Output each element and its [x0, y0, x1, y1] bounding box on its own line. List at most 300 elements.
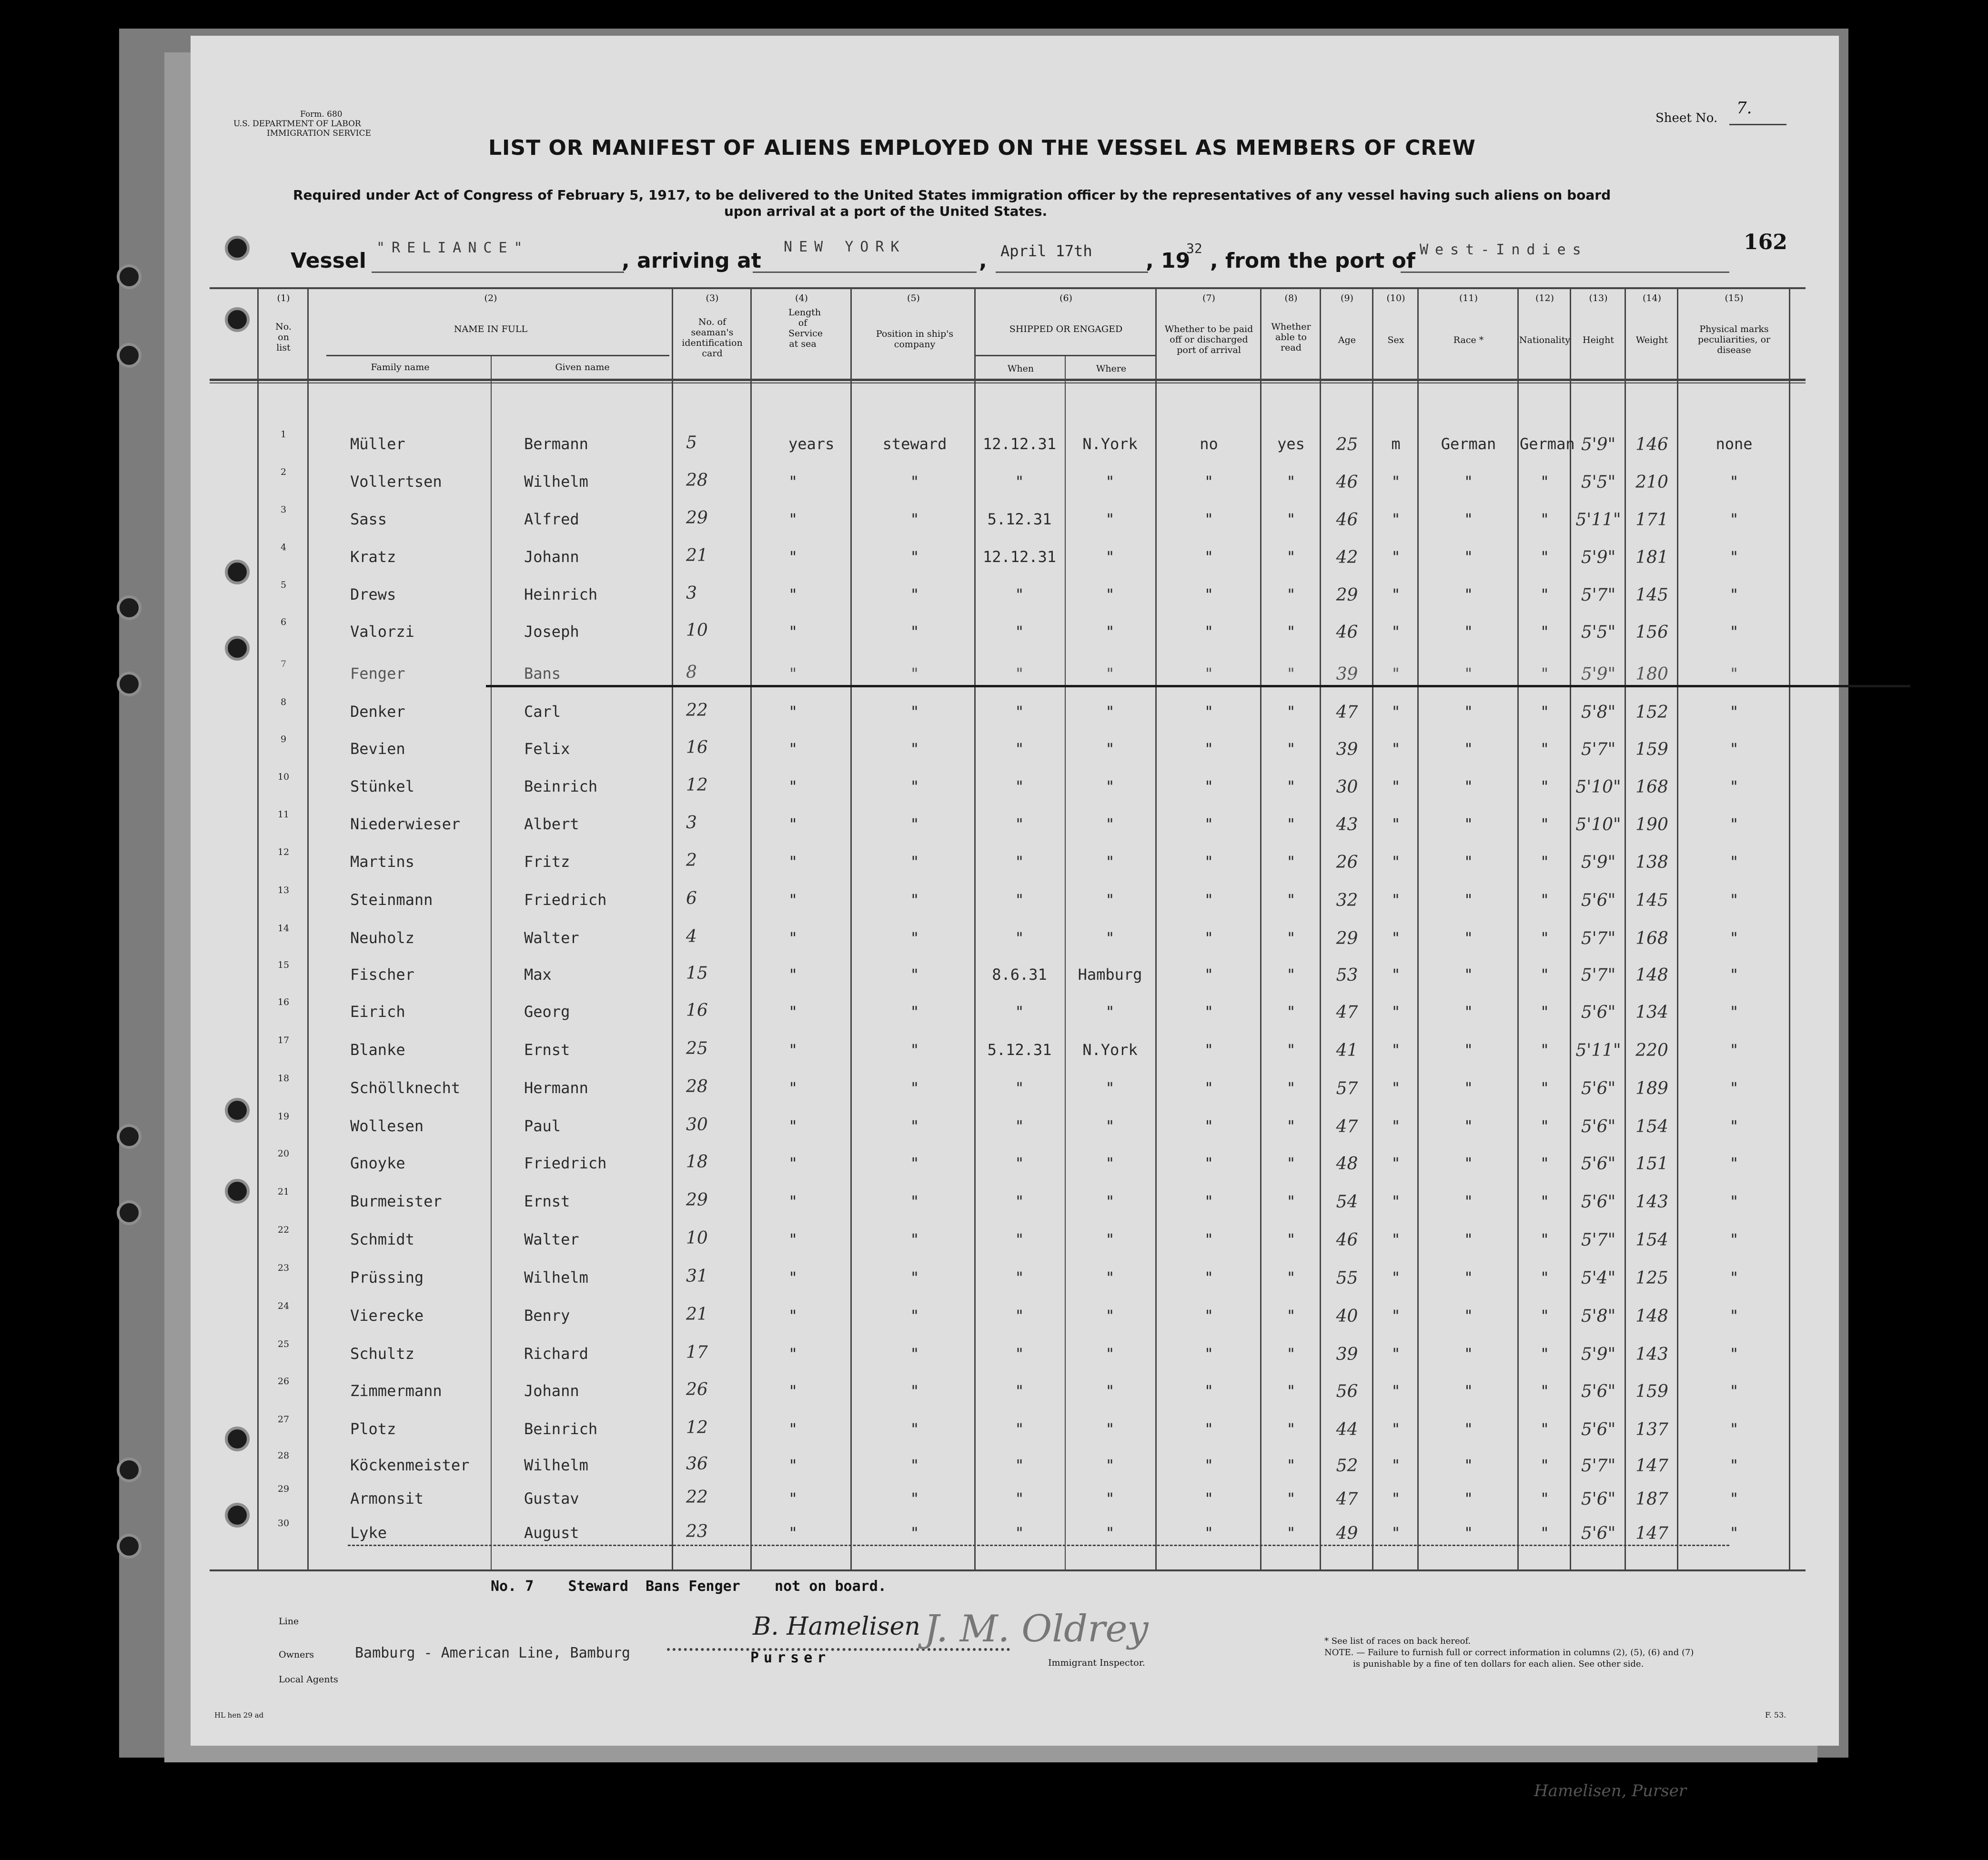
seaman-card-number: 12 [686, 775, 708, 795]
table-row [191, 1225, 1839, 1267]
race: " [1463, 1382, 1473, 1400]
physical-marks: " [1729, 1307, 1739, 1325]
physical-marks: " [1729, 1456, 1739, 1474]
seaman-card-number: 2 [686, 851, 697, 870]
col-9-number: (9) [1341, 293, 1353, 303]
shipped-when: " [1015, 1489, 1024, 1508]
line-label: Line [279, 1616, 299, 1627]
height: 5'5" [1581, 473, 1616, 492]
family-name: Schultz [350, 1345, 414, 1363]
seaman-card-number: 28 [686, 1077, 708, 1096]
family-name: Blanke [350, 1041, 405, 1059]
sex: " [1391, 1524, 1401, 1542]
shipped-when: " [1015, 853, 1024, 871]
paid-off: " [1204, 1524, 1214, 1542]
position: steward [882, 435, 947, 453]
height: 5'9" [1581, 664, 1616, 684]
table-row [191, 617, 1839, 660]
shipped-where: " [1105, 853, 1115, 871]
position: " [910, 548, 919, 566]
weight: 147 [1635, 1456, 1668, 1476]
weight: 159 [1635, 1382, 1668, 1401]
given-name: Gustav [524, 1489, 579, 1508]
physical-marks: " [1729, 1489, 1739, 1508]
table-row [191, 1518, 1839, 1561]
col-5-header: Position in ship's company [876, 329, 954, 350]
able-to-read: " [1286, 585, 1296, 603]
shipped-when: 5.12.31 [987, 510, 1052, 528]
seaman-card-number: 31 [686, 1267, 708, 1286]
length-of-service: " [788, 965, 798, 984]
col-13-header: Height [1583, 335, 1614, 345]
age: 32 [1336, 891, 1358, 910]
nationality: " [1540, 815, 1550, 833]
shipped-when: " [1015, 1192, 1024, 1210]
sex: " [1391, 1230, 1401, 1248]
row-number: 1 [280, 429, 287, 440]
col-5-number: (5) [907, 293, 920, 303]
physical-marks: " [1729, 1230, 1739, 1248]
length-of-service: " [788, 585, 798, 603]
from-port: West-Indies [1420, 241, 1588, 258]
table-row [191, 1148, 1839, 1191]
able-to-read: " [1286, 777, 1296, 795]
row-number: 20 [277, 1148, 290, 1159]
race: " [1463, 1456, 1473, 1474]
weight: 152 [1635, 703, 1668, 722]
age: 26 [1336, 853, 1358, 872]
shipped-when: " [1015, 664, 1024, 683]
nationality: " [1540, 853, 1550, 871]
nationality: " [1540, 1307, 1550, 1325]
table-row [191, 1339, 1839, 1382]
weight: 138 [1635, 853, 1668, 872]
height: 5'7" [1581, 929, 1616, 948]
race: " [1463, 1230, 1473, 1248]
col-12-header: Nationality [1519, 335, 1571, 345]
race: " [1463, 1345, 1473, 1363]
given-name: Friedrich [524, 891, 607, 909]
page-number: 162 [1744, 230, 1787, 254]
paid-off: " [1204, 1489, 1214, 1508]
race: " [1463, 510, 1473, 528]
table-row [191, 659, 1839, 702]
form-f-number: F. 53. [1765, 1710, 1786, 1719]
nationality: " [1540, 1268, 1550, 1287]
shipped-when: " [1015, 740, 1024, 758]
able-to-read: " [1286, 510, 1296, 528]
weight: 148 [1635, 1307, 1668, 1326]
sex: " [1391, 1192, 1401, 1210]
table-row [191, 923, 1839, 966]
given-name: Ernst [524, 1192, 570, 1210]
weight: 154 [1635, 1117, 1668, 1136]
nationality: " [1540, 777, 1550, 795]
paid-off: " [1204, 777, 1214, 795]
nationality: " [1540, 585, 1550, 603]
physical-marks: " [1729, 1003, 1739, 1021]
position: " [910, 965, 919, 984]
physical-marks: " [1729, 740, 1739, 758]
nationality: " [1540, 1524, 1550, 1542]
table-row [191, 847, 1839, 890]
family-name: Zimmermann [350, 1382, 442, 1400]
age: 25 [1336, 435, 1358, 454]
race: " [1463, 1003, 1473, 1021]
note-races: * See list of races on back hereof. [1324, 1636, 1471, 1646]
age: 57 [1336, 1079, 1358, 1098]
length-of-service: " [788, 1230, 798, 1248]
family-name: Vollertsen [350, 473, 442, 491]
given-name: Bermann [524, 435, 588, 453]
height: 5'6" [1581, 1192, 1616, 1212]
given-name: Benry [524, 1307, 570, 1325]
race: " [1463, 548, 1473, 566]
length-of-service: years [788, 435, 835, 453]
sex: " [1391, 1307, 1401, 1325]
family-name: Armonsit [350, 1489, 424, 1508]
weight: 190 [1635, 815, 1668, 834]
shipped-where: " [1105, 1307, 1115, 1325]
shipped-where: " [1105, 815, 1115, 833]
shipped-when: " [1015, 1230, 1024, 1248]
department-name: U.S. DEPARTMENT OF LABOR [233, 119, 361, 129]
sex: " [1391, 929, 1401, 947]
paid-off: " [1204, 1117, 1214, 1135]
col-14-header: Weight [1635, 335, 1668, 345]
height: 5'9" [1581, 548, 1616, 567]
given-name: August [524, 1524, 579, 1542]
shipped-when: " [1015, 1420, 1024, 1438]
seaman-card-number: 22 [686, 1488, 708, 1507]
height: 5'6" [1581, 1489, 1616, 1509]
paid-off: " [1204, 473, 1214, 491]
position: " [910, 510, 919, 528]
length-of-service: " [788, 891, 798, 909]
given-name: Carl [524, 703, 561, 721]
position: " [910, 929, 919, 947]
nationality: " [1540, 891, 1550, 909]
position: " [910, 1154, 919, 1172]
length-of-service: " [788, 548, 798, 566]
shipped-when: 5.12.31 [987, 1041, 1052, 1059]
shipped-when: " [1015, 891, 1024, 909]
seaman-card-number: 21 [686, 1305, 708, 1324]
position: " [910, 1079, 919, 1097]
col-8-number: (8) [1284, 293, 1298, 303]
physical-marks: " [1729, 929, 1739, 947]
seaman-card-number: 10 [686, 1228, 708, 1248]
bottom-scrawl: Hamelisen, Purser [1534, 1781, 1686, 1800]
race: German [1441, 435, 1496, 453]
seaman-card-number: 16 [686, 738, 708, 757]
seaman-card-number: 15 [686, 964, 708, 983]
binder-hole [117, 672, 141, 696]
nationality: " [1540, 1345, 1550, 1363]
able-to-read: " [1286, 1524, 1296, 1542]
position: " [910, 664, 919, 683]
shipped-when: " [1015, 1154, 1024, 1172]
seaman-card-number: 30 [686, 1115, 708, 1135]
position: " [910, 777, 919, 795]
row-number: 28 [277, 1450, 290, 1461]
given-name: Bans [524, 664, 561, 683]
weight: 145 [1635, 585, 1668, 605]
col-2b-header: Given name [555, 362, 610, 372]
row-number: 24 [277, 1301, 290, 1311]
given-name: Friedrich [524, 1154, 607, 1172]
shipped-when: " [1015, 1456, 1024, 1474]
shipped-where: " [1105, 1524, 1115, 1542]
shipped-when: " [1015, 623, 1024, 641]
length-of-service: " [788, 623, 798, 641]
age: 55 [1336, 1268, 1358, 1288]
seaman-card-number: 16 [686, 1001, 708, 1020]
table-row [191, 1484, 1839, 1527]
height: 5'7" [1581, 965, 1616, 985]
row-number: 7 [280, 659, 287, 669]
weight: 154 [1635, 1230, 1668, 1250]
able-to-read: " [1286, 1079, 1296, 1097]
seaman-card-number: 6 [686, 889, 697, 908]
binder-hole [117, 1534, 141, 1558]
seaman-card-number: 17 [686, 1343, 708, 1362]
sex: " [1391, 1154, 1401, 1172]
nationality: " [1540, 929, 1550, 947]
age: 47 [1336, 703, 1358, 722]
sex: " [1391, 664, 1401, 683]
able-to-read: " [1286, 1456, 1296, 1474]
shipped-where: " [1105, 1456, 1115, 1474]
family-name: Martins [350, 853, 414, 871]
position: " [910, 815, 919, 833]
physical-marks: " [1729, 777, 1739, 795]
given-name: Walter [524, 1230, 579, 1248]
height: 5'7" [1581, 740, 1616, 759]
height: 5'6" [1581, 1154, 1616, 1174]
family-name: Drews [350, 585, 396, 603]
printer-code: HL hen 29 ad [214, 1711, 264, 1719]
race: " [1463, 891, 1473, 909]
inspector-label: Immigrant Inspector. [1048, 1658, 1145, 1668]
row-number: 16 [277, 997, 290, 1007]
shipped-when: " [1015, 777, 1024, 795]
table-row [191, 1035, 1839, 1078]
able-to-read: " [1286, 1041, 1296, 1059]
shipped-where: " [1105, 1420, 1115, 1438]
col-2-number: (2) [484, 293, 497, 303]
row-number: 29 [277, 1484, 290, 1494]
shipped-where: " [1105, 510, 1115, 528]
seaman-card-number: 26 [686, 1380, 708, 1399]
weight: 159 [1635, 740, 1668, 759]
position: " [910, 1003, 919, 1021]
col-7-header: Whether to be paid off or discharged port of arrival [1164, 324, 1253, 355]
weight: 148 [1635, 965, 1668, 985]
nationality: " [1540, 510, 1550, 528]
paid-off: " [1204, 1345, 1214, 1363]
height: 5'4" [1581, 1268, 1616, 1288]
note-line-2: is punishable by a fine of ten dollars for each alien. See other side. [1353, 1659, 1644, 1669]
race: " [1463, 585, 1473, 603]
weight: 168 [1635, 929, 1668, 948]
length-of-service: " [788, 853, 798, 871]
col-7-number: (7) [1202, 293, 1215, 303]
table-row [191, 429, 1839, 472]
row-number: 5 [280, 580, 287, 590]
arriving-port: NEW YORK [784, 239, 906, 255]
row-number: 12 [277, 847, 290, 857]
vessel-label: Vessel [291, 249, 366, 273]
weight: 147 [1635, 1524, 1668, 1543]
row-number: 10 [277, 772, 290, 782]
family-name: Burmeister [350, 1192, 442, 1210]
seaman-card-number: 25 [686, 1039, 708, 1058]
weight: 171 [1635, 510, 1668, 530]
physical-marks: " [1729, 664, 1739, 683]
arrival-date: April 17th [1000, 242, 1092, 260]
position: " [910, 1382, 919, 1400]
sex: " [1391, 965, 1401, 984]
height: 5'9" [1581, 435, 1616, 454]
weight: 156 [1635, 623, 1668, 642]
sex: " [1391, 740, 1401, 758]
paid-off: " [1204, 585, 1214, 603]
height: 5'6" [1581, 1382, 1616, 1401]
sex: " [1391, 623, 1401, 641]
shipped-where: " [1105, 1079, 1115, 1097]
position: " [910, 1192, 919, 1210]
comma: , [979, 249, 987, 273]
shipped-when: 12.12.31 [982, 435, 1057, 453]
height: 5'6" [1581, 1524, 1616, 1543]
height: 5'6" [1581, 1420, 1616, 1439]
row-number: 8 [280, 697, 287, 707]
physical-marks: " [1729, 1041, 1739, 1059]
paid-off: " [1204, 1003, 1214, 1021]
seaman-card-number: 3 [686, 813, 697, 833]
given-name: Hermann [524, 1079, 588, 1097]
age: 44 [1336, 1420, 1358, 1439]
given-name: Felix [524, 740, 570, 758]
sheet-number: 7. [1736, 99, 1752, 118]
seaman-card-number: 22 [686, 701, 708, 720]
length-of-service: " [788, 664, 798, 683]
family-name: Niederwieser [350, 815, 461, 833]
shipped-when: " [1015, 1345, 1024, 1363]
race: " [1463, 1524, 1473, 1542]
row-number: 21 [277, 1186, 290, 1197]
col-13-number: (13) [1589, 293, 1608, 303]
able-to-read: " [1286, 1154, 1296, 1172]
shipped-when: " [1015, 703, 1024, 721]
shipped-where: " [1105, 929, 1115, 947]
sex: " [1391, 1003, 1401, 1021]
shipped-when: " [1015, 473, 1024, 491]
position: " [910, 740, 919, 758]
seaman-card-number: 29 [686, 1190, 708, 1210]
physical-marks: " [1729, 1524, 1739, 1542]
nationality: " [1540, 1420, 1550, 1438]
row-number: 27 [277, 1414, 290, 1425]
sex: " [1391, 1268, 1401, 1287]
binder-hole [117, 595, 141, 620]
row-number: 2 [280, 467, 287, 477]
subtitle-line-1: Required under Act of Congress of February 5, 1917, to be delivered to the United States immigration officer by the representatives of any vessel having such aliens on board [293, 187, 1611, 203]
able-to-read: " [1286, 1230, 1296, 1248]
seaman-card-number: 5 [686, 433, 697, 452]
position: " [910, 1041, 919, 1059]
shipped-when: " [1015, 1003, 1024, 1021]
position: " [910, 1230, 919, 1248]
physical-marks: " [1729, 510, 1739, 528]
length-of-service: " [788, 1003, 798, 1021]
physical-marks: " [1729, 1420, 1739, 1438]
given-name: Beinrich [524, 777, 598, 795]
able-to-read: " [1286, 473, 1296, 491]
length-of-service: " [788, 1268, 798, 1287]
race: " [1463, 853, 1473, 871]
length-of-service: " [788, 1345, 798, 1363]
family-name: Kratz [350, 548, 396, 566]
weight: 180 [1635, 664, 1668, 684]
sex: " [1391, 473, 1401, 491]
weight: 187 [1635, 1489, 1668, 1509]
table-row [191, 960, 1839, 1003]
weight: 134 [1635, 1003, 1668, 1022]
shipped-when: 12.12.31 [982, 548, 1057, 566]
year-prefix: , 19 [1146, 249, 1191, 273]
sex: " [1391, 703, 1401, 721]
nationality: " [1540, 1456, 1550, 1474]
given-name: Fritz [524, 853, 570, 871]
race: " [1463, 1154, 1473, 1172]
given-name: Max [524, 965, 552, 984]
able-to-read: " [1286, 1192, 1296, 1210]
shipped-where: " [1105, 777, 1115, 795]
sex: " [1391, 815, 1401, 833]
race: " [1463, 664, 1473, 683]
table-row [191, 1073, 1839, 1116]
row-number: 14 [277, 923, 290, 934]
length-of-service: " [788, 473, 798, 491]
weight: 143 [1635, 1192, 1668, 1212]
position: " [910, 1420, 919, 1438]
paid-off: " [1204, 1382, 1214, 1400]
age: 56 [1336, 1382, 1358, 1401]
height: 5'8" [1581, 1307, 1616, 1326]
family-name: Köckenmeister [350, 1456, 470, 1474]
row-number: 17 [277, 1035, 290, 1046]
given-name: Albert [524, 815, 579, 833]
given-name: Walter [524, 929, 579, 947]
family-name: Vierecke [350, 1307, 424, 1325]
nationality: " [1540, 1192, 1550, 1210]
binder-hole [117, 1458, 141, 1482]
col-3-header: No. of seaman's identification card [682, 317, 743, 359]
length-of-service: " [788, 1041, 798, 1059]
age: 46 [1336, 1230, 1358, 1250]
table-row [191, 1263, 1839, 1306]
given-name: Heinrich [524, 585, 598, 603]
shipped-where: " [1105, 1489, 1115, 1508]
table-row [191, 809, 1839, 852]
year-suffix: 32 [1186, 241, 1202, 256]
row-number: 4 [280, 542, 287, 553]
col-10-number: (10) [1386, 293, 1405, 303]
purser-signature: B. Hamelisen [753, 1612, 920, 1641]
local-agents-label: Local Agents [279, 1674, 338, 1685]
